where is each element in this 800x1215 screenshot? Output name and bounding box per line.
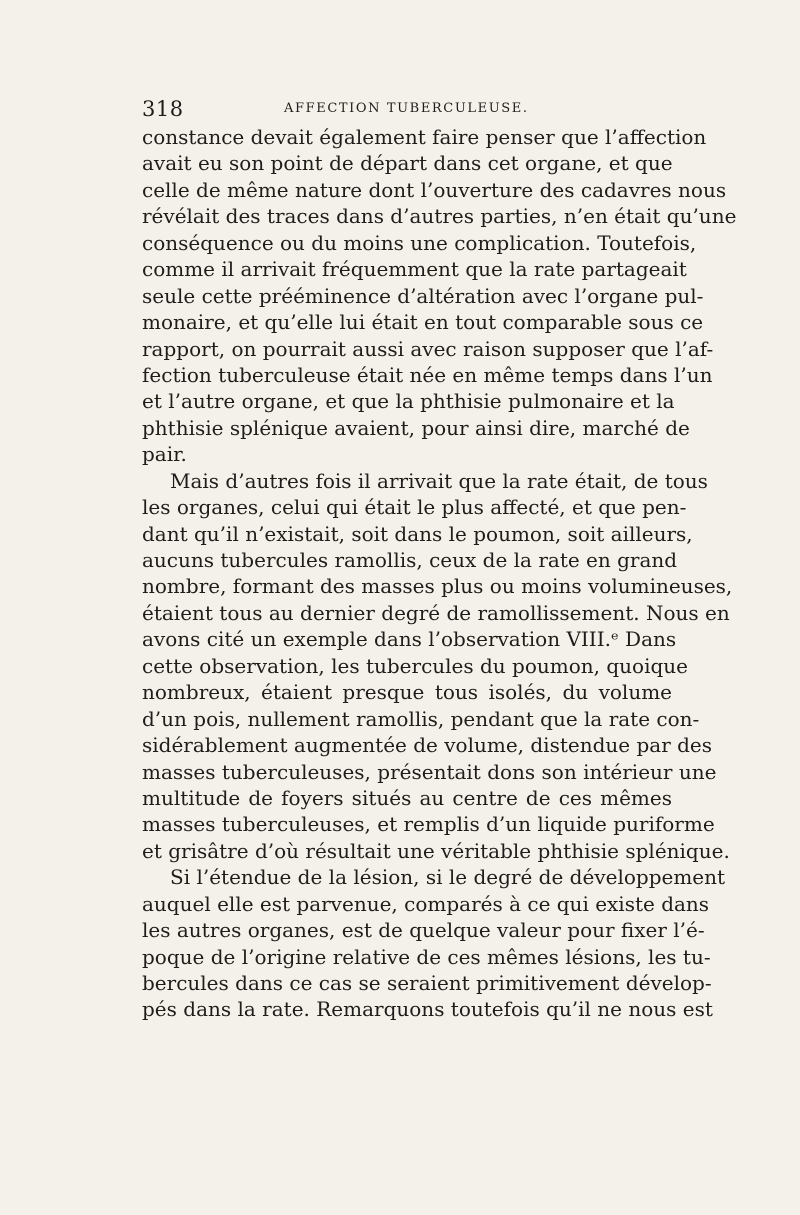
text-line: avons cité un exemple dans l’observation VIII.ᵉ Dans [142, 627, 677, 652]
text-line: poque de l’origine relative de ces mêmes lésions, les tu- [142, 944, 711, 969]
page-number: 318 [142, 97, 184, 121]
paragraph-end-line: pair. [142, 442, 187, 467]
text-line: dant qu’il n’existait, soit dans le poumon, soit ailleurs, [142, 521, 693, 546]
text-line: cette observation, les tubercules du poumon, quoique [142, 653, 689, 678]
paragraph-end-line: et grisâtre d’où résultait une véritable phthisie splénique. [142, 838, 730, 863]
text-line: masses tuberculeuses, présentait dons son intérieur une [142, 759, 717, 784]
text-line: fection tuberculeuse était née en même temps dans l’un [142, 362, 713, 387]
text-line: comme il arrivait fréquemment que la rate partageait [142, 257, 687, 282]
text-line: aucuns tubercules ramollis, ceux de la rate en grand [142, 548, 678, 572]
running-title: AFFECTION TUBERCULEUSE. [284, 101, 529, 116]
text-line: révélait des traces dans d’autres parties, n’en était qu’une [142, 204, 737, 229]
text-line: phthisie splénique avaient, pour ainsi dire, marché de [142, 415, 690, 440]
text-line: constance devait également faire penser que l’affection [142, 125, 707, 149]
text-line: conséquence ou du moins une complication. Toutefois, [142, 230, 697, 255]
text-line: et l’autre organe, et que la phthisie pulmonaire et la [142, 389, 675, 414]
text-line: étaient tous au dernier degré de ramollissement. Nous en [142, 600, 730, 625]
text-line: multitude de foyers situés au centre de ces mêmes [142, 785, 672, 810]
text-line: bercules dans ce cas se seraient primitivement dévelop- [142, 971, 712, 995]
text-line: d’un pois, nullement ramollis, pendant que la rate con- [142, 706, 700, 731]
text-line: avait eu son point de départ dans cet organe, et que [142, 151, 673, 176]
text-line: nombreux, étaient presque tous isolés, du volume [142, 680, 672, 705]
text-line: rapport, on pourrait aussi avec raison supposer que l’af- [142, 336, 714, 361]
running-head [142, 94, 672, 124]
text-line: masses tuberculeuses, et remplis d’un liquide puriforme [142, 812, 715, 837]
paragraph-start-line: Mais d’autres fois il arrivait que la rate était, de tous [170, 468, 708, 493]
text-line: auquel elle est parvenue, comparés à ce qui existe dans [142, 891, 710, 916]
text-line: nombre, formant des masses plus ou moins volumineuses, [142, 574, 733, 599]
text-line: celle de même nature dont l’ouverture des cadavres nous [142, 177, 727, 202]
text-line: les organes, celui qui était le plus affecté, et que pen- [142, 495, 687, 520]
body-text [142, 124, 737, 1023]
text-line: pés dans la rate. Remarquons toutefois qu’il ne nous est [142, 997, 713, 1022]
text-line: monaire, et qu’elle lui était en tout comparable sous ce [142, 310, 704, 335]
paragraph-start-line: Si l’étendue de la lésion, si le degré de développement [170, 865, 726, 890]
text-line: les autres organes, est de quelque valeur pour fixer l’é- [142, 918, 705, 943]
text-line: sidérablement augmentée de volume, distendue par des [142, 733, 713, 758]
text-line: seule cette prééminence d’altération avec l’organe pul- [142, 283, 704, 308]
